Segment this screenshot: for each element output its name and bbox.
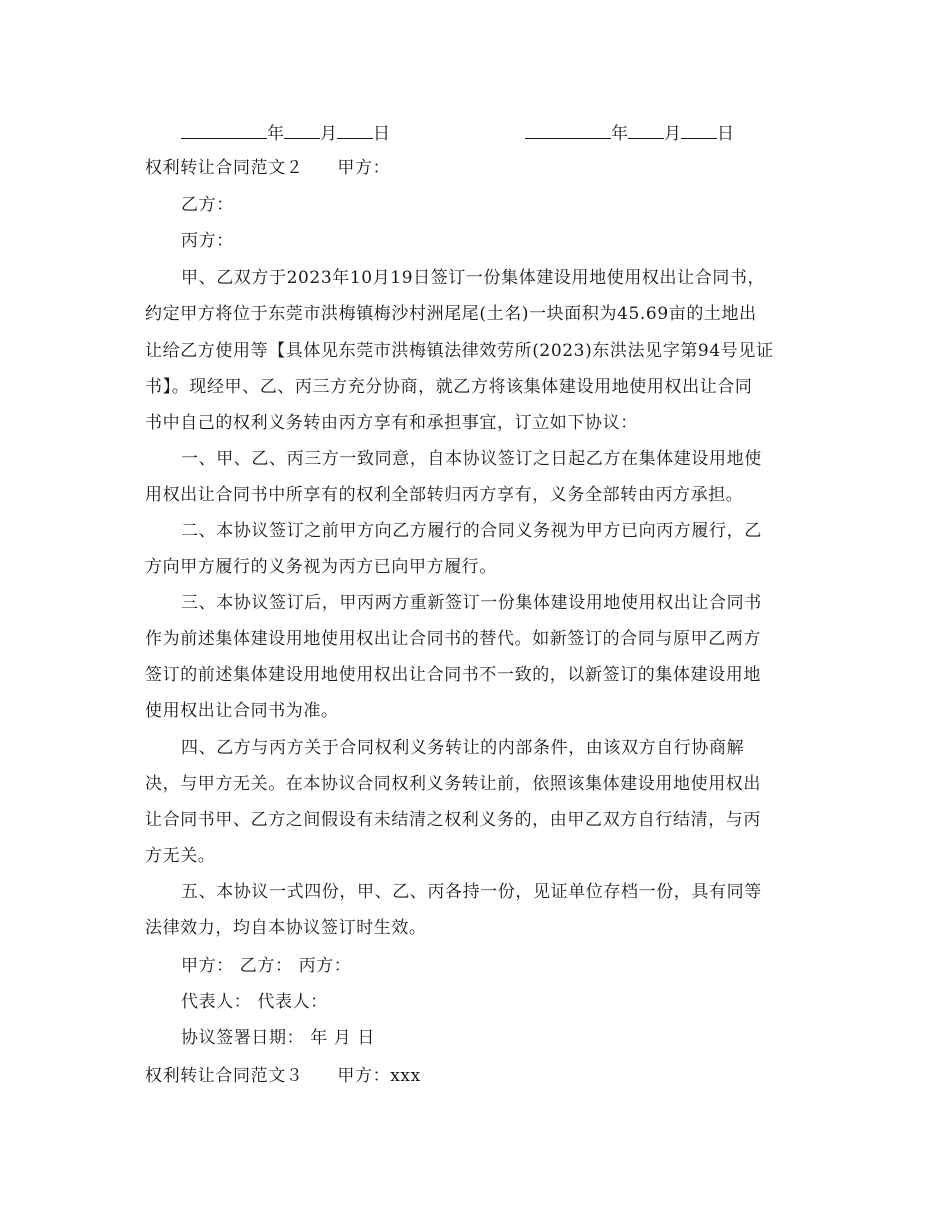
clause-4-line: 方无关。	[145, 846, 216, 866]
clause-3-line: 作为前述集体建设用地使用权出让合同书的替代。如新签订的合同与原甲乙两方	[145, 629, 761, 649]
year-label: 年	[611, 124, 628, 144]
section3-title-line	[145, 1066, 805, 1086]
section2-party-a: 甲方：	[337, 158, 391, 178]
day-blank	[337, 122, 373, 139]
signature-parties: 甲方： 乙方： 丙方：	[181, 956, 352, 976]
day-label: 日	[717, 124, 734, 144]
month-blank	[628, 122, 664, 139]
signature-date: 协议签署日期： 年 月 日	[181, 1028, 376, 1048]
clause-3-line: 签订的前述集体建设用地使用权出让合同书不一致的，以新签订的集体建设用地	[145, 665, 761, 685]
month-blank	[284, 122, 320, 139]
clause-5-line: 法律效力，均自本协议签订时生效。	[145, 918, 427, 938]
day-blank	[681, 122, 717, 139]
day-label: 日	[373, 124, 390, 144]
section3-party-a: 甲方：xxx	[337, 1066, 421, 1086]
clause-3-line: 使用权出让合同书为准。	[145, 701, 339, 721]
paragraph-line: 甲、乙双方于2023年10月19日签订一份集体建设用地使用权出让合同书，	[181, 268, 766, 288]
year-blank	[181, 122, 267, 139]
signature-representatives: 代表人： 代表人：	[181, 992, 328, 1012]
date-field-right	[525, 122, 734, 144]
clause-4-line: 决，与甲方无关。在本协议合同权利义务转让前，依照该集体建设用地使用权出	[145, 774, 761, 794]
paragraph-line: 书中自己的权利义务转由丙方享有和承担事宜，订立如下协议：	[145, 413, 638, 433]
section2-title: 权利转让合同范文２	[145, 158, 304, 178]
section2-title-line	[145, 158, 805, 178]
paragraph-line: 约定甲方将位于东莞市洪梅镇梅沙村洲尾尾(土名)一块面积为45.69亩的土地出	[145, 304, 757, 324]
month-label: 月	[664, 124, 681, 144]
year-label: 年	[267, 124, 284, 144]
date-field-left	[181, 122, 390, 144]
clause-4-line: 四、乙方与丙方关于合同权利义务转让的内部条件，由该双方自行协商解	[181, 738, 745, 758]
clause-1-line: 用权出让合同书中所享有的权利全部转归丙方享有，义务全部转由丙方承担。	[145, 485, 744, 505]
year-blank	[525, 122, 611, 139]
paragraph-line: 让给乙方使用等【具体见东莞市洪梅镇法律效劳所(2023)东洪法见字第94号见证	[145, 341, 774, 361]
clause-3-line: 三、本协议签订后，甲丙两方重新签订一份集体建设用地使用权出让合同书	[181, 593, 762, 613]
clause-2-line: 方向甲方履行的义务视为丙方已向甲方履行。	[145, 557, 497, 577]
month-label: 月	[320, 124, 337, 144]
party-b-line: 乙方：	[181, 195, 234, 215]
clause-4-line: 让合同书甲、乙方之间假设有未结清之权利义务的，由甲乙双方自行结清，与丙	[145, 810, 761, 830]
clause-2-line: 二、本协议签订之前甲方向乙方履行的合同义务视为甲方已向丙方履行，乙	[181, 521, 762, 541]
clause-1-line: 一、甲、乙、丙三方一致同意，自本协议签订之日起乙方在集体建设用地使	[181, 449, 762, 469]
party-c-line: 丙方：	[181, 231, 234, 251]
paragraph-line: 书】。现经甲、乙、丙三方充分协商，就乙方将该集体建设用地使用权出让合同	[145, 377, 753, 397]
clause-5-line: 五、本协议一式四份，甲、乙、丙各持一份，见证单位存档一份，具有同等	[181, 882, 762, 902]
section3-title: 权利转让合同范文３	[145, 1066, 304, 1086]
